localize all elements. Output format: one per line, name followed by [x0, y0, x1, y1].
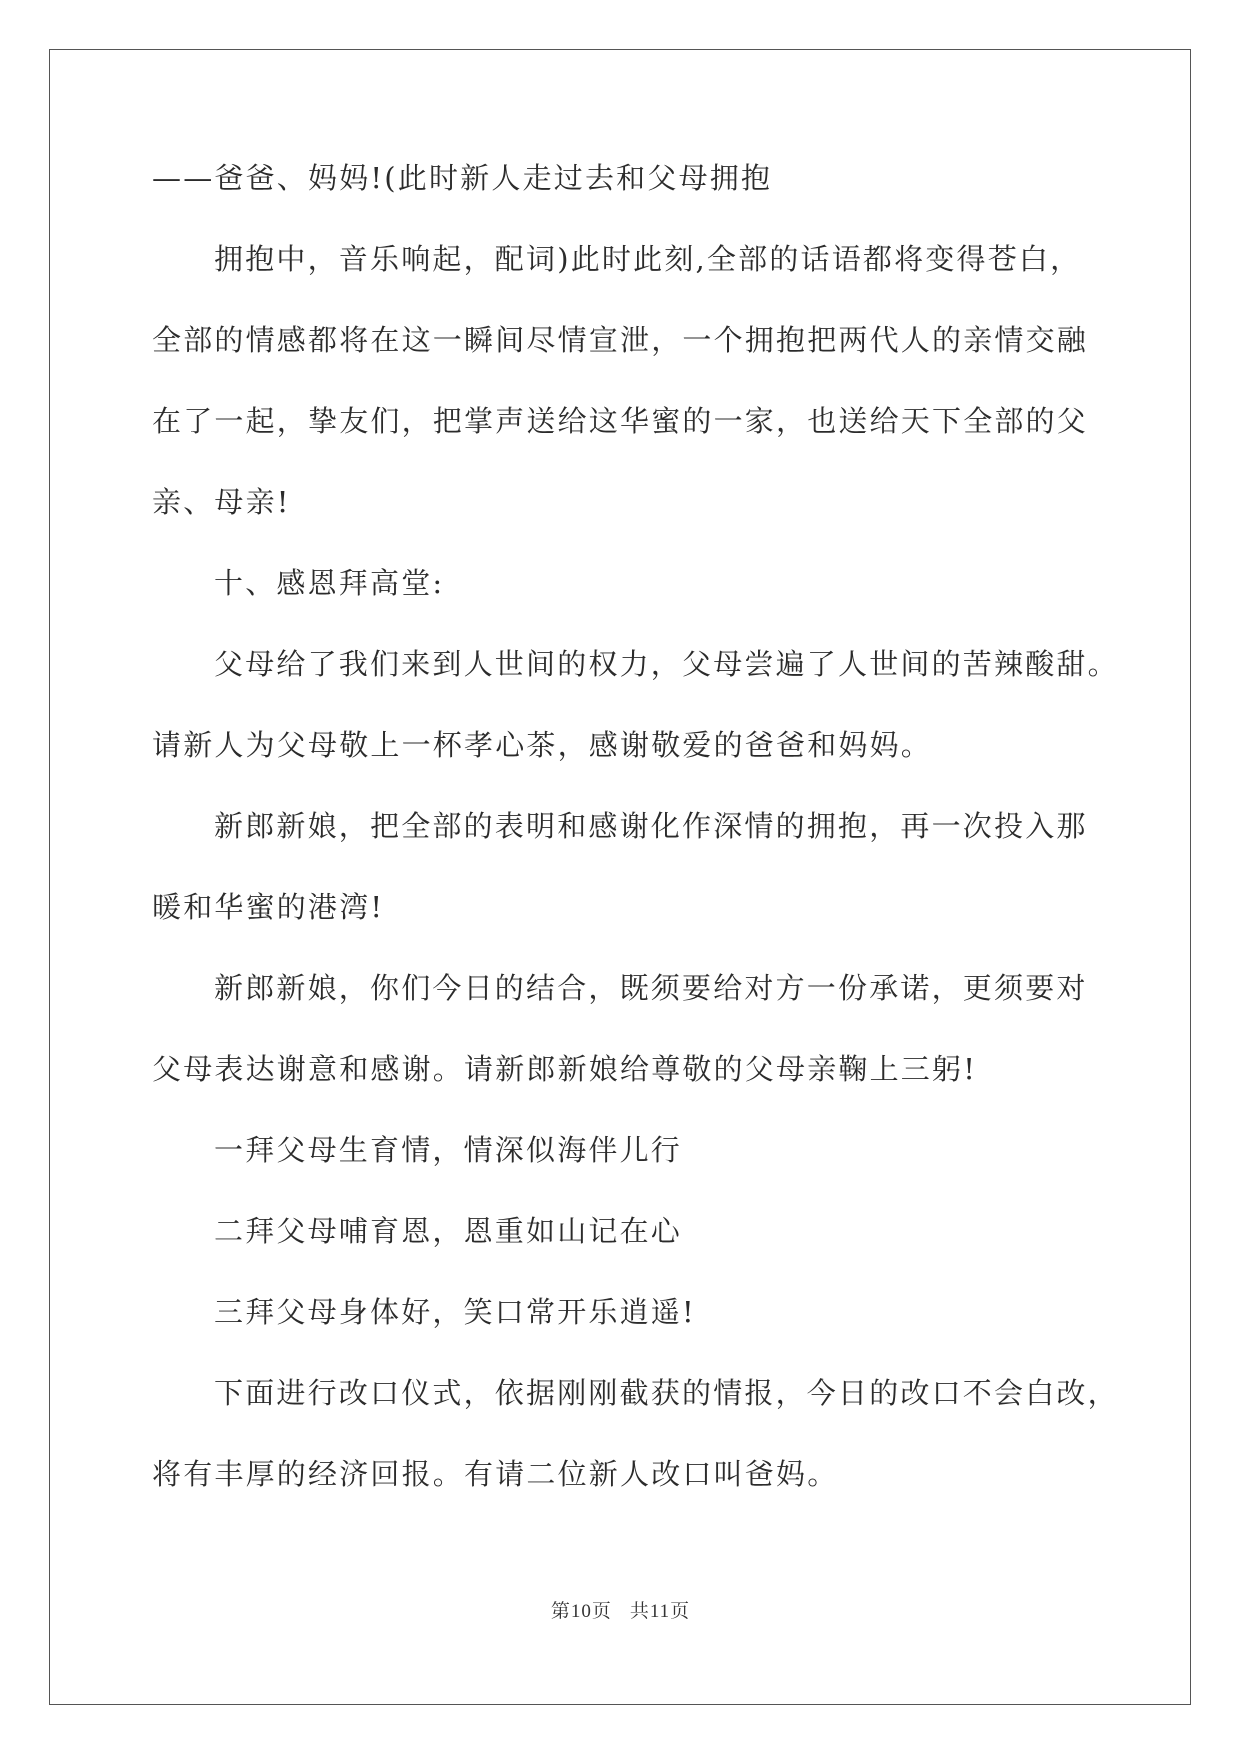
text-line: 暖和华蜜的港湾!: [152, 890, 385, 924]
text-line: 新郎新娘，你们今日的结合，既须要给对方一份承诺，更须要对: [214, 971, 1088, 1005]
page-footer: [0, 1596, 1241, 1623]
text-line: 二拜父母哺育恩，恩重如山记在心: [214, 1214, 683, 1248]
text-line: 下面进行改口仪式，依据刚刚截获的情报，今日的改口不会白改，: [214, 1376, 1119, 1410]
text-line: 请新人为父母敬上一杯孝心茶，感谢敬爱的爸爸和妈妈。: [152, 728, 933, 762]
text-line: 在了一起，挚友们，把掌声送给这华蜜的一家，也送给天下全部的父: [152, 404, 1089, 438]
text-line: 拥抱中，音乐响起，配词)此时此刻,全部的话语都将变得苍白，: [214, 242, 1082, 276]
text-line: 父母给了我们来到人世间的权力，父母尝遍了人世间的苦辣酸甜。: [214, 647, 1119, 681]
page-number-current: 第10页: [550, 1601, 612, 1622]
text-line: 全部的情感都将在这一瞬间尽情宣泄，一个拥抱把两代人的亲情交融: [152, 323, 1089, 357]
text-line: 新郎新娘，把全部的表明和感谢化作深情的拥抱，再一次投入那: [214, 809, 1088, 843]
text-line: 三拜父母身体好，笑口常开乐逍遥!: [214, 1295, 696, 1329]
page-number-total: 共11页: [629, 1601, 691, 1622]
text-line: 亲、母亲!: [152, 485, 291, 519]
text-line: 父母表达谢意和感谢。请新郎新娘给尊敬的父母亲鞠上三躬!: [152, 1052, 978, 1086]
text-line: 一拜父母生育情，情深似海伴儿行: [214, 1133, 683, 1167]
document-body: [152, 161, 1119, 1540]
section-heading: 十、感恩拜高堂:: [214, 566, 445, 600]
text-line: 将有丰厚的经济回报。有请二位新人改口叫爸妈。: [152, 1457, 839, 1491]
text-line: ——爸爸、妈妈!(此时新人走过去和父母拥抱: [152, 161, 773, 195]
